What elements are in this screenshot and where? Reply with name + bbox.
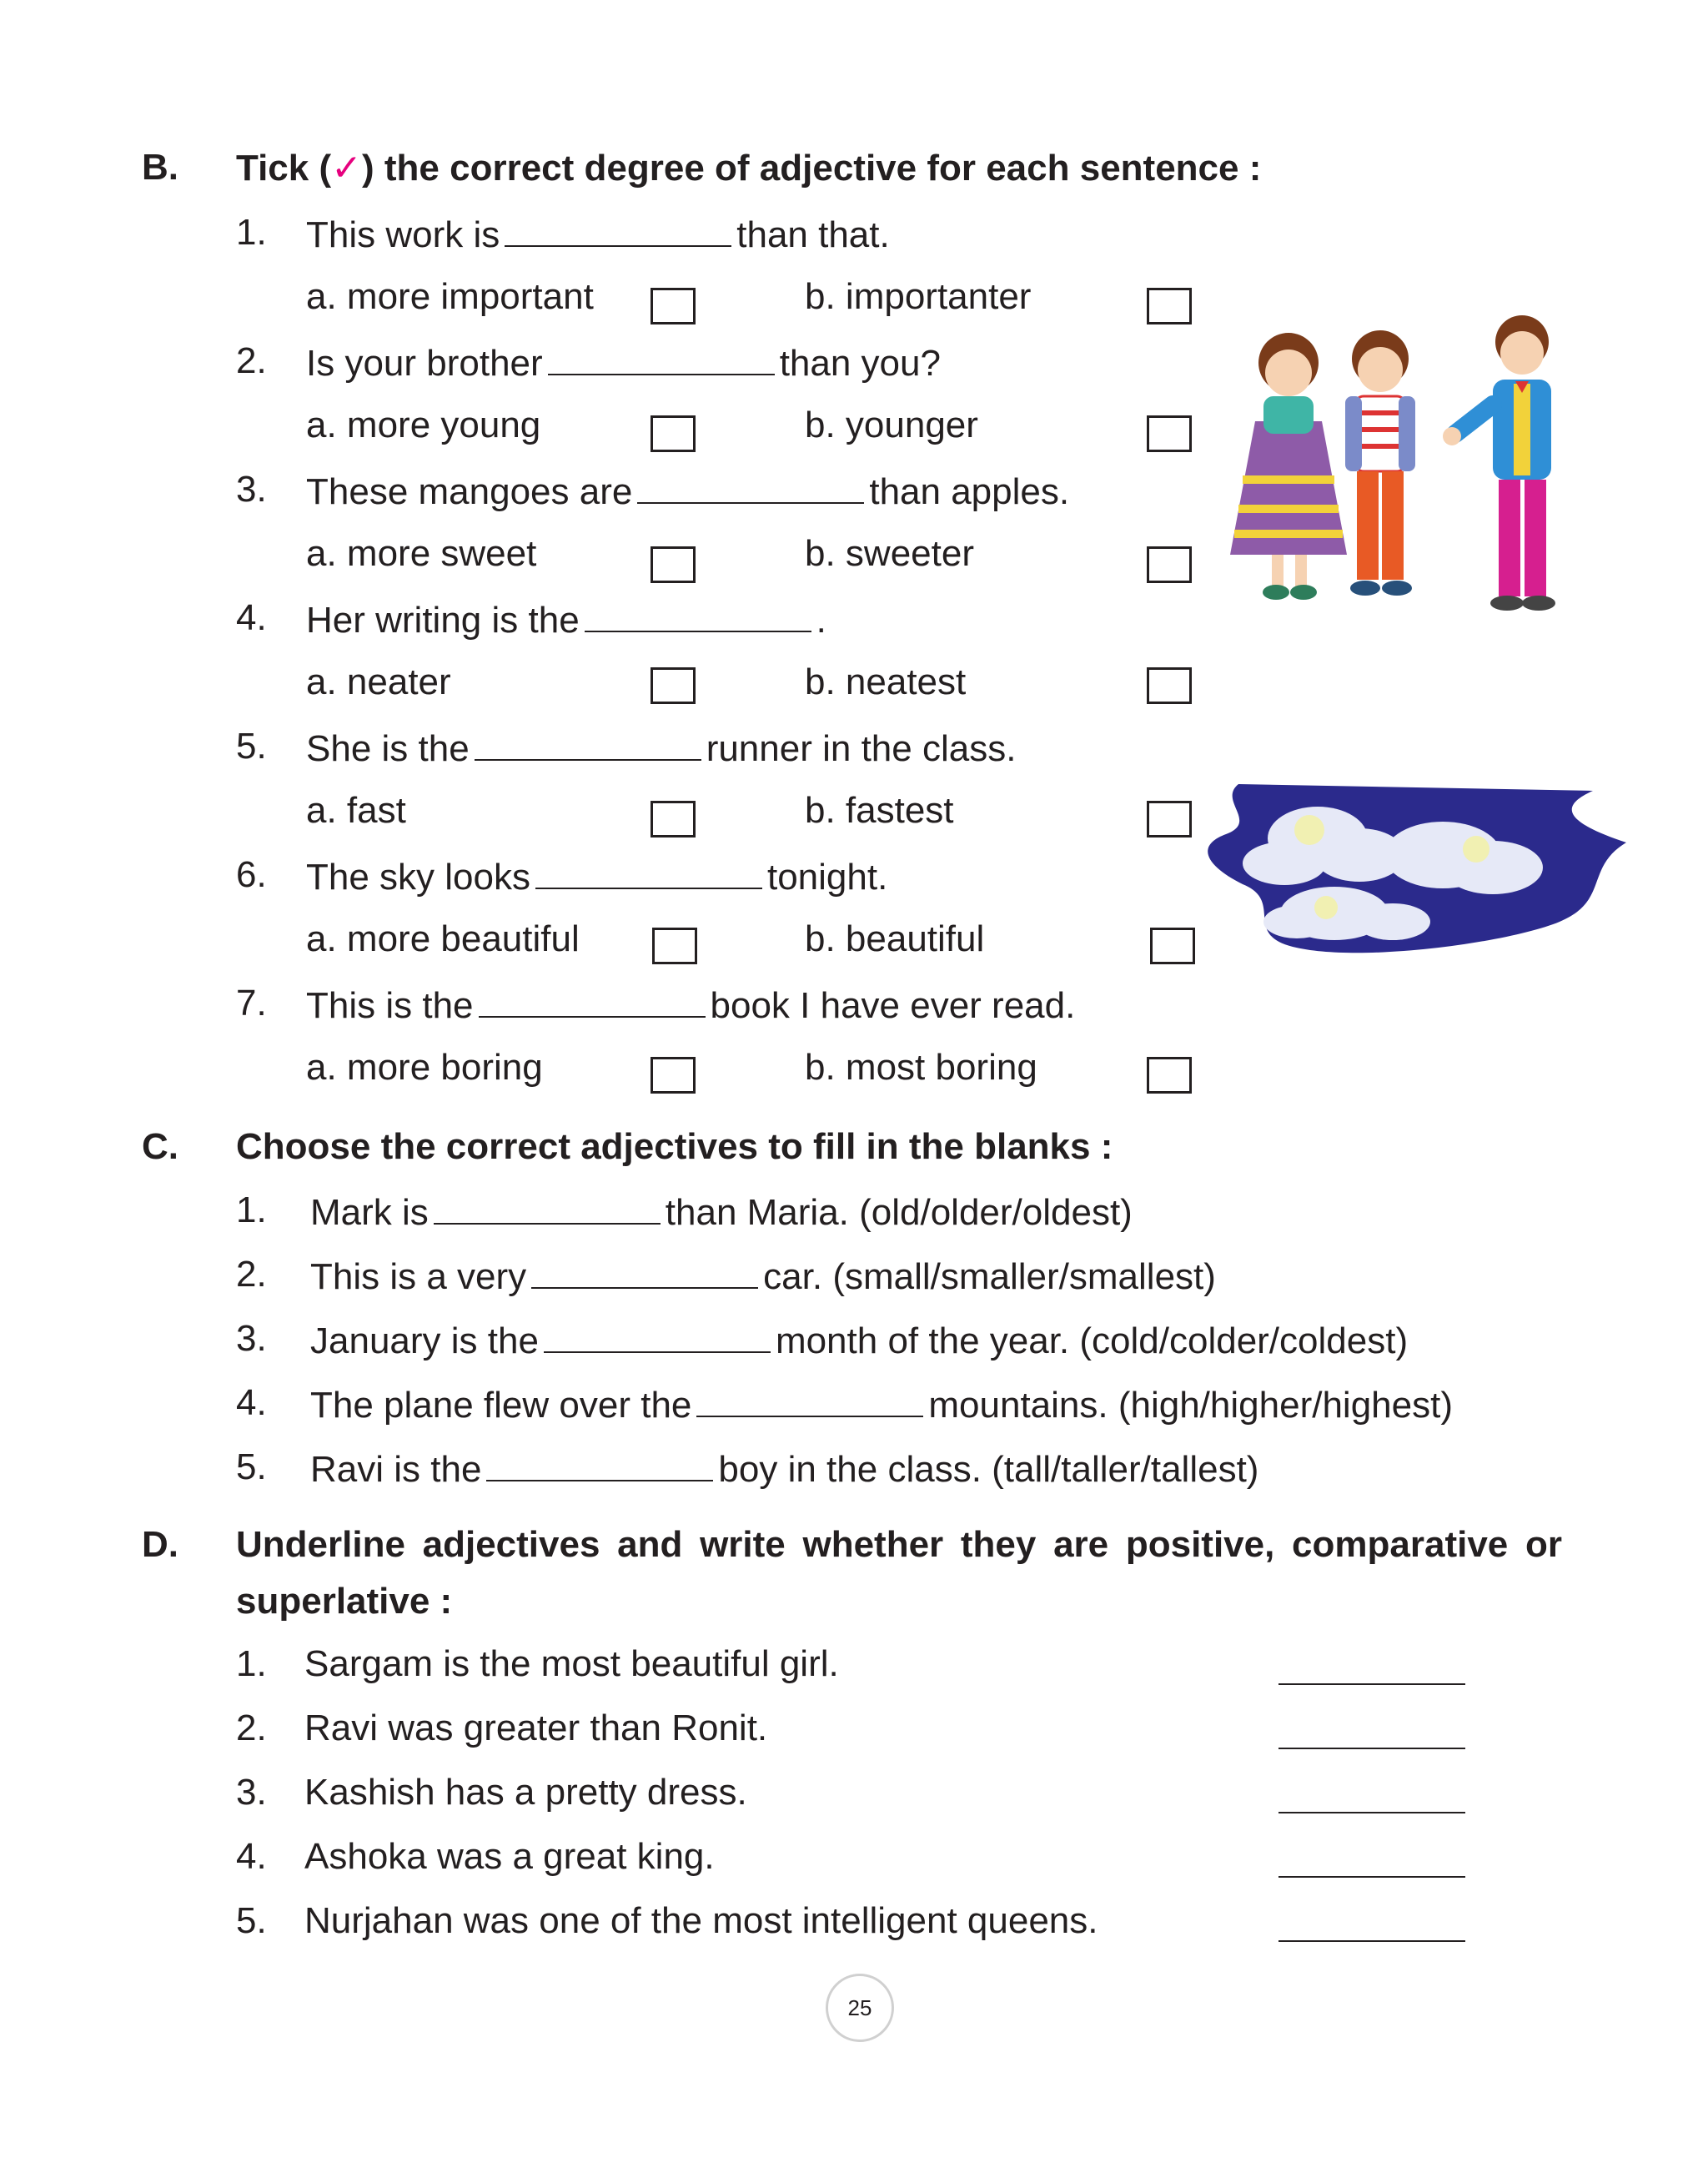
b-q6-post: tonight. — [766, 857, 888, 898]
b-q7-blank[interactable] — [479, 983, 706, 1018]
b-q2-option-a: a. more young — [306, 405, 541, 445]
b-q2-number: 2. — [236, 340, 267, 381]
d-q4-text: Ashoka was a great king. — [304, 1836, 715, 1877]
section-d-title-line2: superlative : — [236, 1581, 453, 1622]
boy-figure — [1345, 330, 1415, 596]
b-q3-sentence — [306, 469, 1069, 513]
c-q2-post: car. (small/smaller/smallest) — [763, 1256, 1216, 1297]
b-q6-pre: The sky looks — [306, 857, 530, 898]
d-q5-number: 5. — [236, 1900, 267, 1941]
section-c-title: Choose the correct adjectives to fill in the blanks : — [236, 1126, 1113, 1167]
section-c-letter: C. — [142, 1126, 178, 1167]
c-q1-blank[interactable] — [434, 1190, 661, 1225]
b-q1-sentence — [306, 212, 890, 256]
section-b-title-pre: Tick ( — [236, 148, 332, 189]
c-q4-post: mountains. (high/higher/highest) — [928, 1385, 1453, 1426]
d-q5-answer-line[interactable] — [1278, 1940, 1465, 1942]
b-q6-number: 6. — [236, 854, 267, 895]
c-q3-post: month of the year. (cold/colder/coldest) — [775, 1320, 1409, 1361]
c-q5-pre: Ravi is the — [310, 1449, 482, 1490]
b-q2-option-b: b. younger — [805, 405, 978, 445]
b-q4-sentence — [306, 597, 826, 641]
c-q3-pre: January is the — [310, 1320, 539, 1361]
b-q4-option-a: a. neater — [306, 661, 451, 702]
b-q5-option-b: b. fastest — [805, 790, 954, 831]
b-q5-sentence — [306, 726, 1016, 770]
tick-mark-icon: ✓ — [331, 148, 362, 189]
d-q5-text: Nurjahan was one of the most intelligent queens. — [304, 1900, 1098, 1941]
b-q1-option-b: b. importanter — [805, 276, 1032, 317]
c-q4-sentence — [310, 1382, 1453, 1426]
c-q4-number: 4. — [236, 1382, 267, 1423]
d-q3-number: 3. — [236, 1772, 267, 1813]
c-q3-number: 3. — [236, 1318, 267, 1359]
b-q2-checkbox-b[interactable] — [1147, 415, 1192, 452]
b-q5-checkbox-a[interactable] — [651, 801, 696, 837]
c-q4-blank[interactable] — [696, 1382, 923, 1417]
b-q7-option-a: a. more boring — [306, 1047, 543, 1088]
b-q4-checkbox-a[interactable] — [651, 667, 696, 704]
b-q5-number: 5. — [236, 726, 267, 767]
d-q3-text: Kashish has a pretty dress. — [304, 1772, 747, 1813]
girl-figure — [1230, 333, 1347, 600]
c-q1-number: 1. — [236, 1190, 267, 1230]
b-q1-post: than that. — [736, 214, 890, 255]
b-q1-checkbox-b[interactable] — [1147, 288, 1192, 324]
b-q4-option-b: b. neatest — [805, 661, 967, 702]
c-q2-number: 2. — [236, 1254, 267, 1295]
b-q1-checkbox-a[interactable] — [651, 288, 696, 324]
c-q5-blank[interactable] — [486, 1446, 713, 1481]
b-q4-pre: Her writing is the — [306, 600, 580, 641]
b-q7-pre: This is the — [306, 985, 474, 1026]
b-q3-checkbox-b[interactable] — [1147, 546, 1192, 583]
b-q4-number: 4. — [236, 597, 267, 638]
c-q2-pre: This is a very — [310, 1256, 527, 1297]
b-q5-checkbox-b[interactable] — [1147, 801, 1192, 837]
b-q7-checkbox-b[interactable] — [1147, 1057, 1192, 1094]
b-q6-sentence — [306, 854, 887, 898]
b-q4-blank[interactable] — [585, 597, 811, 632]
b-q2-post: than you? — [779, 343, 941, 384]
c-q1-pre: Mark is — [310, 1192, 429, 1233]
b-q3-checkbox-a[interactable] — [651, 546, 696, 583]
b-q3-blank[interactable] — [637, 469, 864, 504]
d-q1-answer-line[interactable] — [1278, 1683, 1465, 1685]
b-q6-blank[interactable] — [535, 854, 762, 889]
b-q4-post: . — [816, 600, 826, 641]
b-q7-option-b: b. most boring — [805, 1047, 1037, 1088]
b-q7-sentence — [306, 983, 1075, 1027]
c-q5-number: 5. — [236, 1446, 267, 1487]
section-d-letter: D. — [142, 1524, 178, 1565]
d-q1-text: Sargam is the most beautiful girl. — [304, 1643, 839, 1684]
d-q2-text: Ravi was greater than Ronit. — [304, 1708, 768, 1748]
b-q6-checkbox-a[interactable] — [652, 928, 697, 964]
c-q5-post: boy in the class. (tall/taller/tallest) — [718, 1449, 1259, 1490]
d-q2-number: 2. — [236, 1708, 267, 1748]
b-q3-number: 3. — [236, 469, 267, 510]
b-q3-option-b: b. sweeter — [805, 533, 974, 574]
c-q1-sentence — [310, 1190, 1133, 1234]
c-q5-sentence — [310, 1446, 1258, 1491]
b-q6-option-a: a. more beautiful — [306, 918, 580, 959]
d-q1-number: 1. — [236, 1643, 267, 1684]
b-q5-pre: She is the — [306, 728, 470, 769]
b-q1-pre: This work is — [306, 214, 500, 255]
c-q3-sentence — [310, 1318, 1408, 1362]
b-q3-post: than apples. — [869, 471, 1070, 512]
b-q7-checkbox-a[interactable] — [651, 1057, 696, 1094]
d-q4-number: 4. — [236, 1836, 267, 1877]
night-sky-clouds-illustration — [1193, 776, 1635, 968]
b-q5-blank[interactable] — [475, 726, 701, 761]
b-q2-pre: Is your brother — [306, 343, 543, 384]
boy-in-suit-figure — [1443, 315, 1555, 611]
b-q1-blank[interactable] — [505, 212, 731, 247]
c-q1-post: than Maria. (old/older/oldest) — [665, 1192, 1133, 1233]
page-number: 25 — [826, 1974, 894, 2042]
b-q1-number: 1. — [236, 212, 267, 253]
b-q4-checkbox-b[interactable] — [1147, 667, 1192, 704]
b-q2-sentence — [306, 340, 941, 385]
b-q2-checkbox-a[interactable] — [651, 415, 696, 452]
b-q6-checkbox-b[interactable] — [1150, 928, 1195, 964]
d-q4-answer-line[interactable] — [1278, 1876, 1465, 1878]
b-q7-post: book I have ever read. — [710, 985, 1076, 1026]
b-q6-option-b: b. beautiful — [805, 918, 985, 959]
b-q7-number: 7. — [236, 983, 267, 1024]
section-b-title — [236, 147, 1261, 189]
b-q2-blank[interactable] — [548, 340, 775, 375]
section-d-title-line1: Underline adjectives and write whether they are positive, comparative or — [236, 1524, 1562, 1565]
c-q2-sentence — [310, 1254, 1216, 1298]
section-b-title-post: ) the correct degree of adjective for each sentence : — [362, 148, 1262, 189]
c-q2-blank[interactable] — [531, 1254, 758, 1289]
c-q4-pre: The plane flew over the — [310, 1385, 692, 1426]
c-q3-blank[interactable] — [544, 1318, 771, 1353]
d-q2-answer-line[interactable] — [1278, 1748, 1465, 1749]
b-q5-post: runner in the class. — [706, 728, 1017, 769]
b-q5-option-a: a. fast — [306, 790, 406, 831]
children-illustration — [1205, 313, 1589, 621]
d-q3-answer-line[interactable] — [1278, 1812, 1465, 1813]
section-b-letter: B. — [142, 147, 178, 188]
b-q3-pre: These mangoes are — [306, 471, 633, 512]
b-q1-option-a: a. more important — [306, 276, 594, 317]
b-q3-option-a: a. more sweet — [306, 533, 537, 574]
